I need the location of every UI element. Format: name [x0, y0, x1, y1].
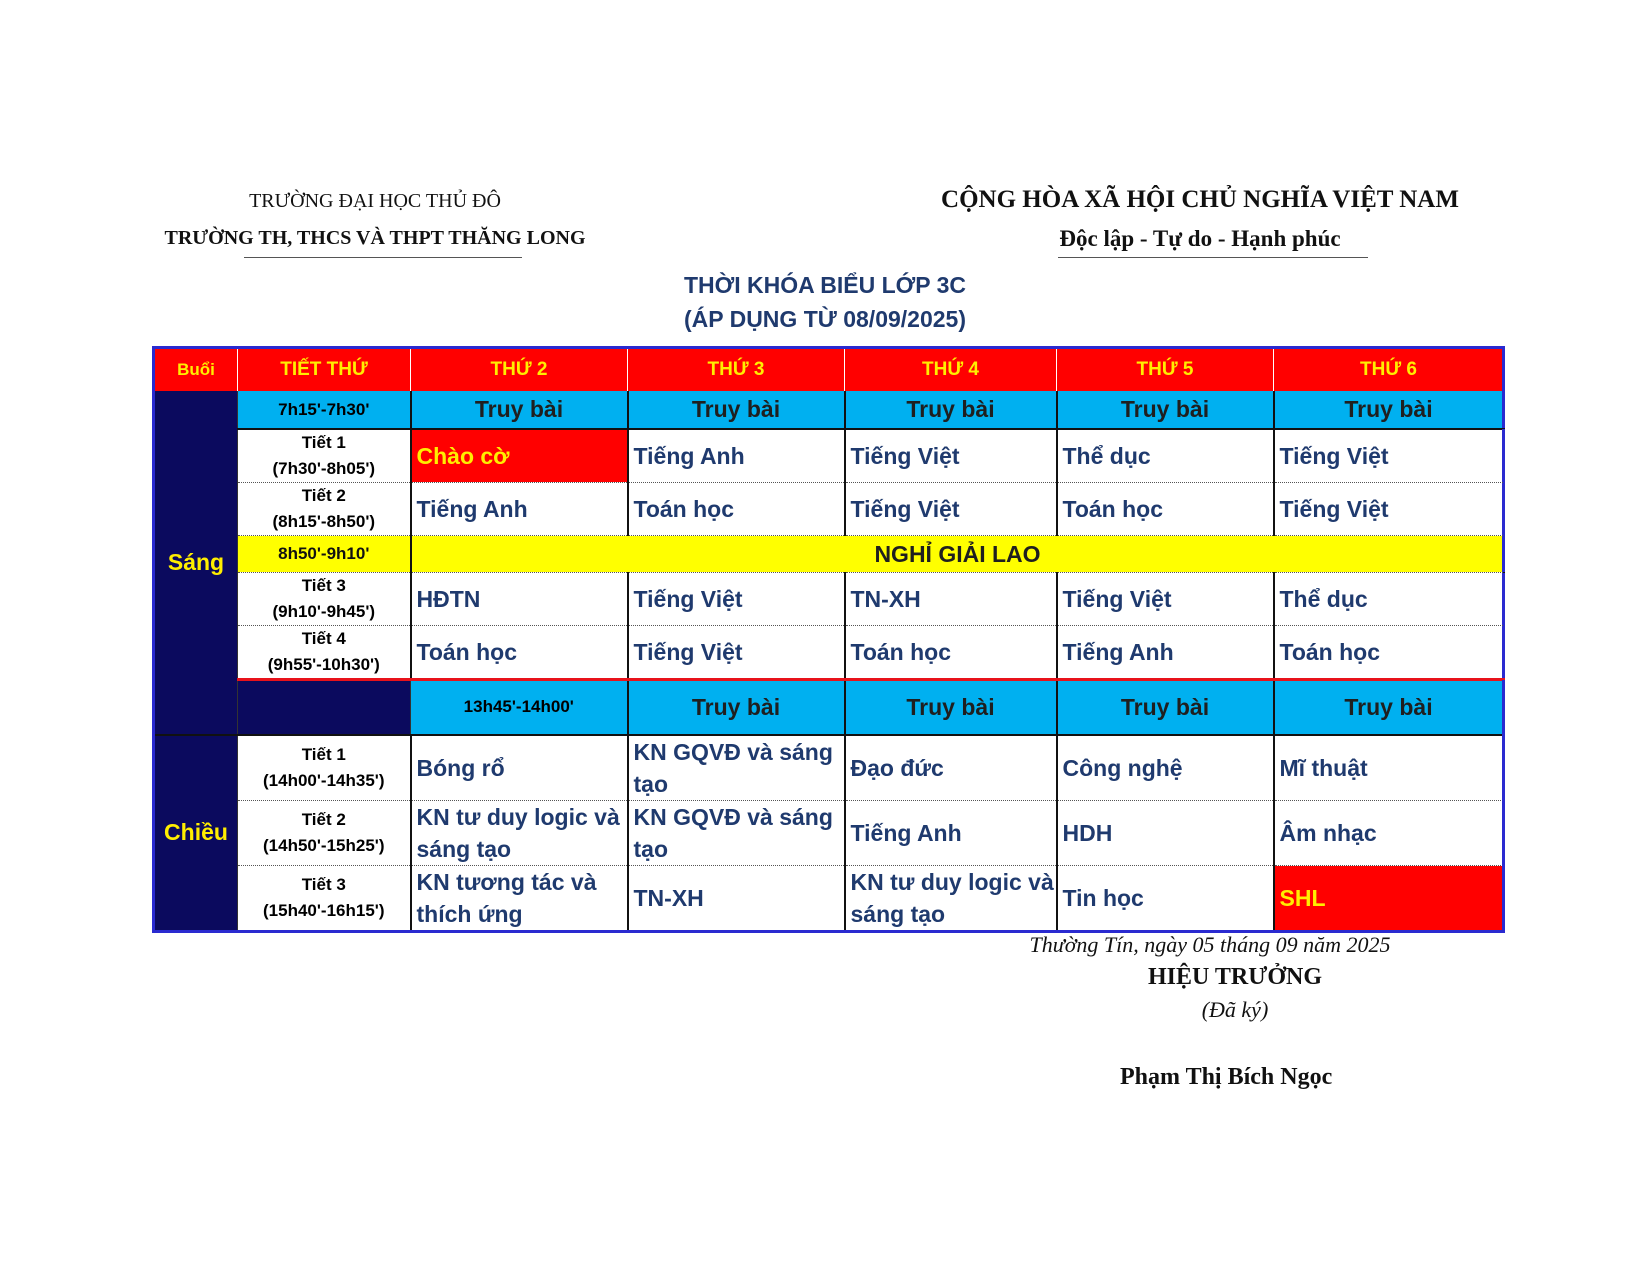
truy-cell: Truy bài	[411, 391, 628, 429]
session-afternoon: Chiều	[154, 735, 238, 932]
truy-cell: Truy bài	[845, 391, 1057, 429]
national-title: CỘNG HÒA XÃ HỘI CHỦ NGHĨA VIỆT NAM	[941, 186, 1459, 213]
period-label: Tiết 2	[301, 486, 346, 505]
truy-time: 7h15'-7h30'	[238, 391, 411, 429]
subject-cell: Toán học	[845, 626, 1057, 680]
national-motto: Độc lập - Tự do - Hạnh phúc	[1059, 226, 1341, 251]
truy-cell: Truy bài	[1057, 391, 1274, 429]
subject-cell: HDH	[1057, 800, 1274, 865]
period-time: (9h55'-10h30')	[267, 655, 380, 674]
truy-cell: Truy bài	[1274, 680, 1504, 735]
subject-cell: KN GQVĐ và sáng tạo	[628, 735, 845, 801]
subject-cell: Tiếng Việt	[1274, 483, 1504, 536]
subject-cell: Tiếng Việt	[845, 483, 1057, 536]
table-row	[154, 391, 1504, 429]
period-label-cell	[238, 573, 411, 626]
subject-cell: KN tương tác và thích ứng	[411, 865, 628, 931]
subject-cell: Tiếng Việt	[1274, 429, 1504, 483]
truy-time: 13h45'-14h00'	[411, 680, 628, 735]
period-time: (9h10'-9h45')	[272, 602, 376, 621]
truy-cell: Truy bài	[628, 391, 845, 429]
period-label-cell	[238, 483, 411, 536]
subject-cell: Thể dục	[1274, 573, 1504, 626]
subject-cell: Tiếng Anh	[411, 483, 628, 536]
subject-cell: KN GQVĐ và sáng tạo	[628, 800, 845, 865]
break-time: 8h50'-9h10'	[238, 536, 411, 573]
table-row	[154, 865, 1504, 931]
period-label-cell	[238, 865, 411, 931]
truy-cell: Truy bài	[1057, 680, 1274, 735]
period-label-cell	[238, 626, 411, 680]
period-time: (15h40'-16h15')	[263, 900, 385, 920]
period-time: (14h00'-14h35')	[263, 770, 385, 790]
period-label: Tiết 1	[301, 433, 346, 452]
header-friday: THỨ 6	[1274, 348, 1504, 392]
school-parent-name: TRƯỜNG ĐẠI HỌC THỦ ĐÔ	[249, 190, 501, 212]
header-session: Buổi	[154, 348, 238, 392]
subject-cell: Tiếng Việt	[628, 573, 845, 626]
period-label-cell	[238, 429, 411, 483]
signature-signed-note: (Đã ký)	[1201, 997, 1269, 1022]
session-divider	[238, 680, 411, 735]
document-subtitle: (ÁP DỤNG TỪ 08/09/2025)	[684, 306, 966, 332]
table-row	[154, 735, 1504, 801]
subject-cell: KN tư duy logic và sáng tạo	[845, 865, 1057, 931]
subject-cell: Chào cờ	[411, 429, 628, 483]
document-title: THỜI KHÓA BIỂU LỚP 3C	[683, 272, 967, 298]
header-period: TIẾT THỨ	[238, 348, 411, 392]
school-name-underline	[244, 257, 522, 258]
session-morning: Sáng	[154, 391, 238, 735]
header-thursday: THỨ 5	[1057, 348, 1274, 392]
period-time: (7h30'-8h05')	[272, 459, 376, 478]
subject-cell: Tin học	[1057, 865, 1274, 931]
period-time: (8h15'-8h50')	[272, 512, 376, 531]
period-label-cell	[238, 800, 411, 865]
truy-cell: Truy bài	[628, 680, 845, 735]
subject-cell: TN-XH	[628, 865, 845, 931]
subject-cell: Tiếng Anh	[628, 429, 845, 483]
header-monday: THỨ 2	[411, 348, 628, 392]
national-motto-underline	[1058, 257, 1368, 258]
subject-cell: Toán học	[411, 626, 628, 680]
subject-cell: TN-XH	[845, 573, 1057, 626]
table-row	[154, 800, 1504, 865]
table-row	[154, 626, 1504, 680]
subject-cell: Toán học	[1274, 626, 1504, 680]
subject-cell: Tiếng Việt	[628, 626, 845, 680]
subject-cell: Toán học	[1057, 483, 1274, 536]
subject-cell: Đạo đức	[845, 735, 1057, 801]
subject-cell: Thể dục	[1057, 429, 1274, 483]
truy-cell: Truy bài	[1274, 391, 1504, 429]
table-row	[154, 429, 1504, 483]
period-label: Tiết 1	[301, 744, 346, 764]
subject-cell: KN tư duy logic và sáng tạo	[411, 800, 628, 865]
period-label: Tiết 3	[301, 576, 346, 595]
table-row	[154, 680, 1504, 735]
subject-cell: HĐTN	[411, 573, 628, 626]
table-row-break	[154, 536, 1504, 573]
timetable	[152, 346, 1505, 933]
break-label: NGHỈ GIẢI LAO	[411, 536, 1504, 573]
signature-title: HIỆU TRƯỞNG	[1147, 964, 1323, 990]
subject-cell: Tiếng Việt	[845, 429, 1057, 483]
period-label-cell	[238, 735, 411, 801]
truy-cell: Truy bài	[845, 680, 1057, 735]
subject-cell: Công nghệ	[1057, 735, 1274, 801]
signature-place-date: Thường Tín, ngày 05 tháng 09 năm 2025	[1029, 932, 1391, 957]
school-name: TRƯỜNG TH, THCS VÀ THPT THĂNG LONG	[164, 227, 586, 249]
period-time: (14h50'-15h25')	[263, 835, 385, 855]
table-header-row	[154, 348, 1504, 392]
header-wednesday: THỨ 4	[845, 348, 1057, 392]
period-label: Tiết 2	[301, 809, 346, 829]
header-tuesday: THỨ 3	[628, 348, 845, 392]
subject-cell: Âm nhạc	[1274, 800, 1504, 865]
subject-cell: Tiếng Việt	[1057, 573, 1274, 626]
subject-cell: Mĩ thuật	[1274, 735, 1504, 801]
period-label: Tiết 4	[301, 629, 346, 648]
signature-name: Phạm Thị Bích Ngọc	[1120, 1064, 1333, 1090]
subject-cell: Tiếng Anh	[845, 800, 1057, 865]
table-row	[154, 483, 1504, 536]
period-label: Tiết 3	[301, 874, 346, 894]
subject-cell: SHL	[1274, 865, 1504, 931]
subject-cell: Tiếng Anh	[1057, 626, 1274, 680]
subject-cell: Toán học	[628, 483, 845, 536]
subject-cell: Bóng rổ	[411, 735, 628, 801]
table-row	[154, 573, 1504, 626]
